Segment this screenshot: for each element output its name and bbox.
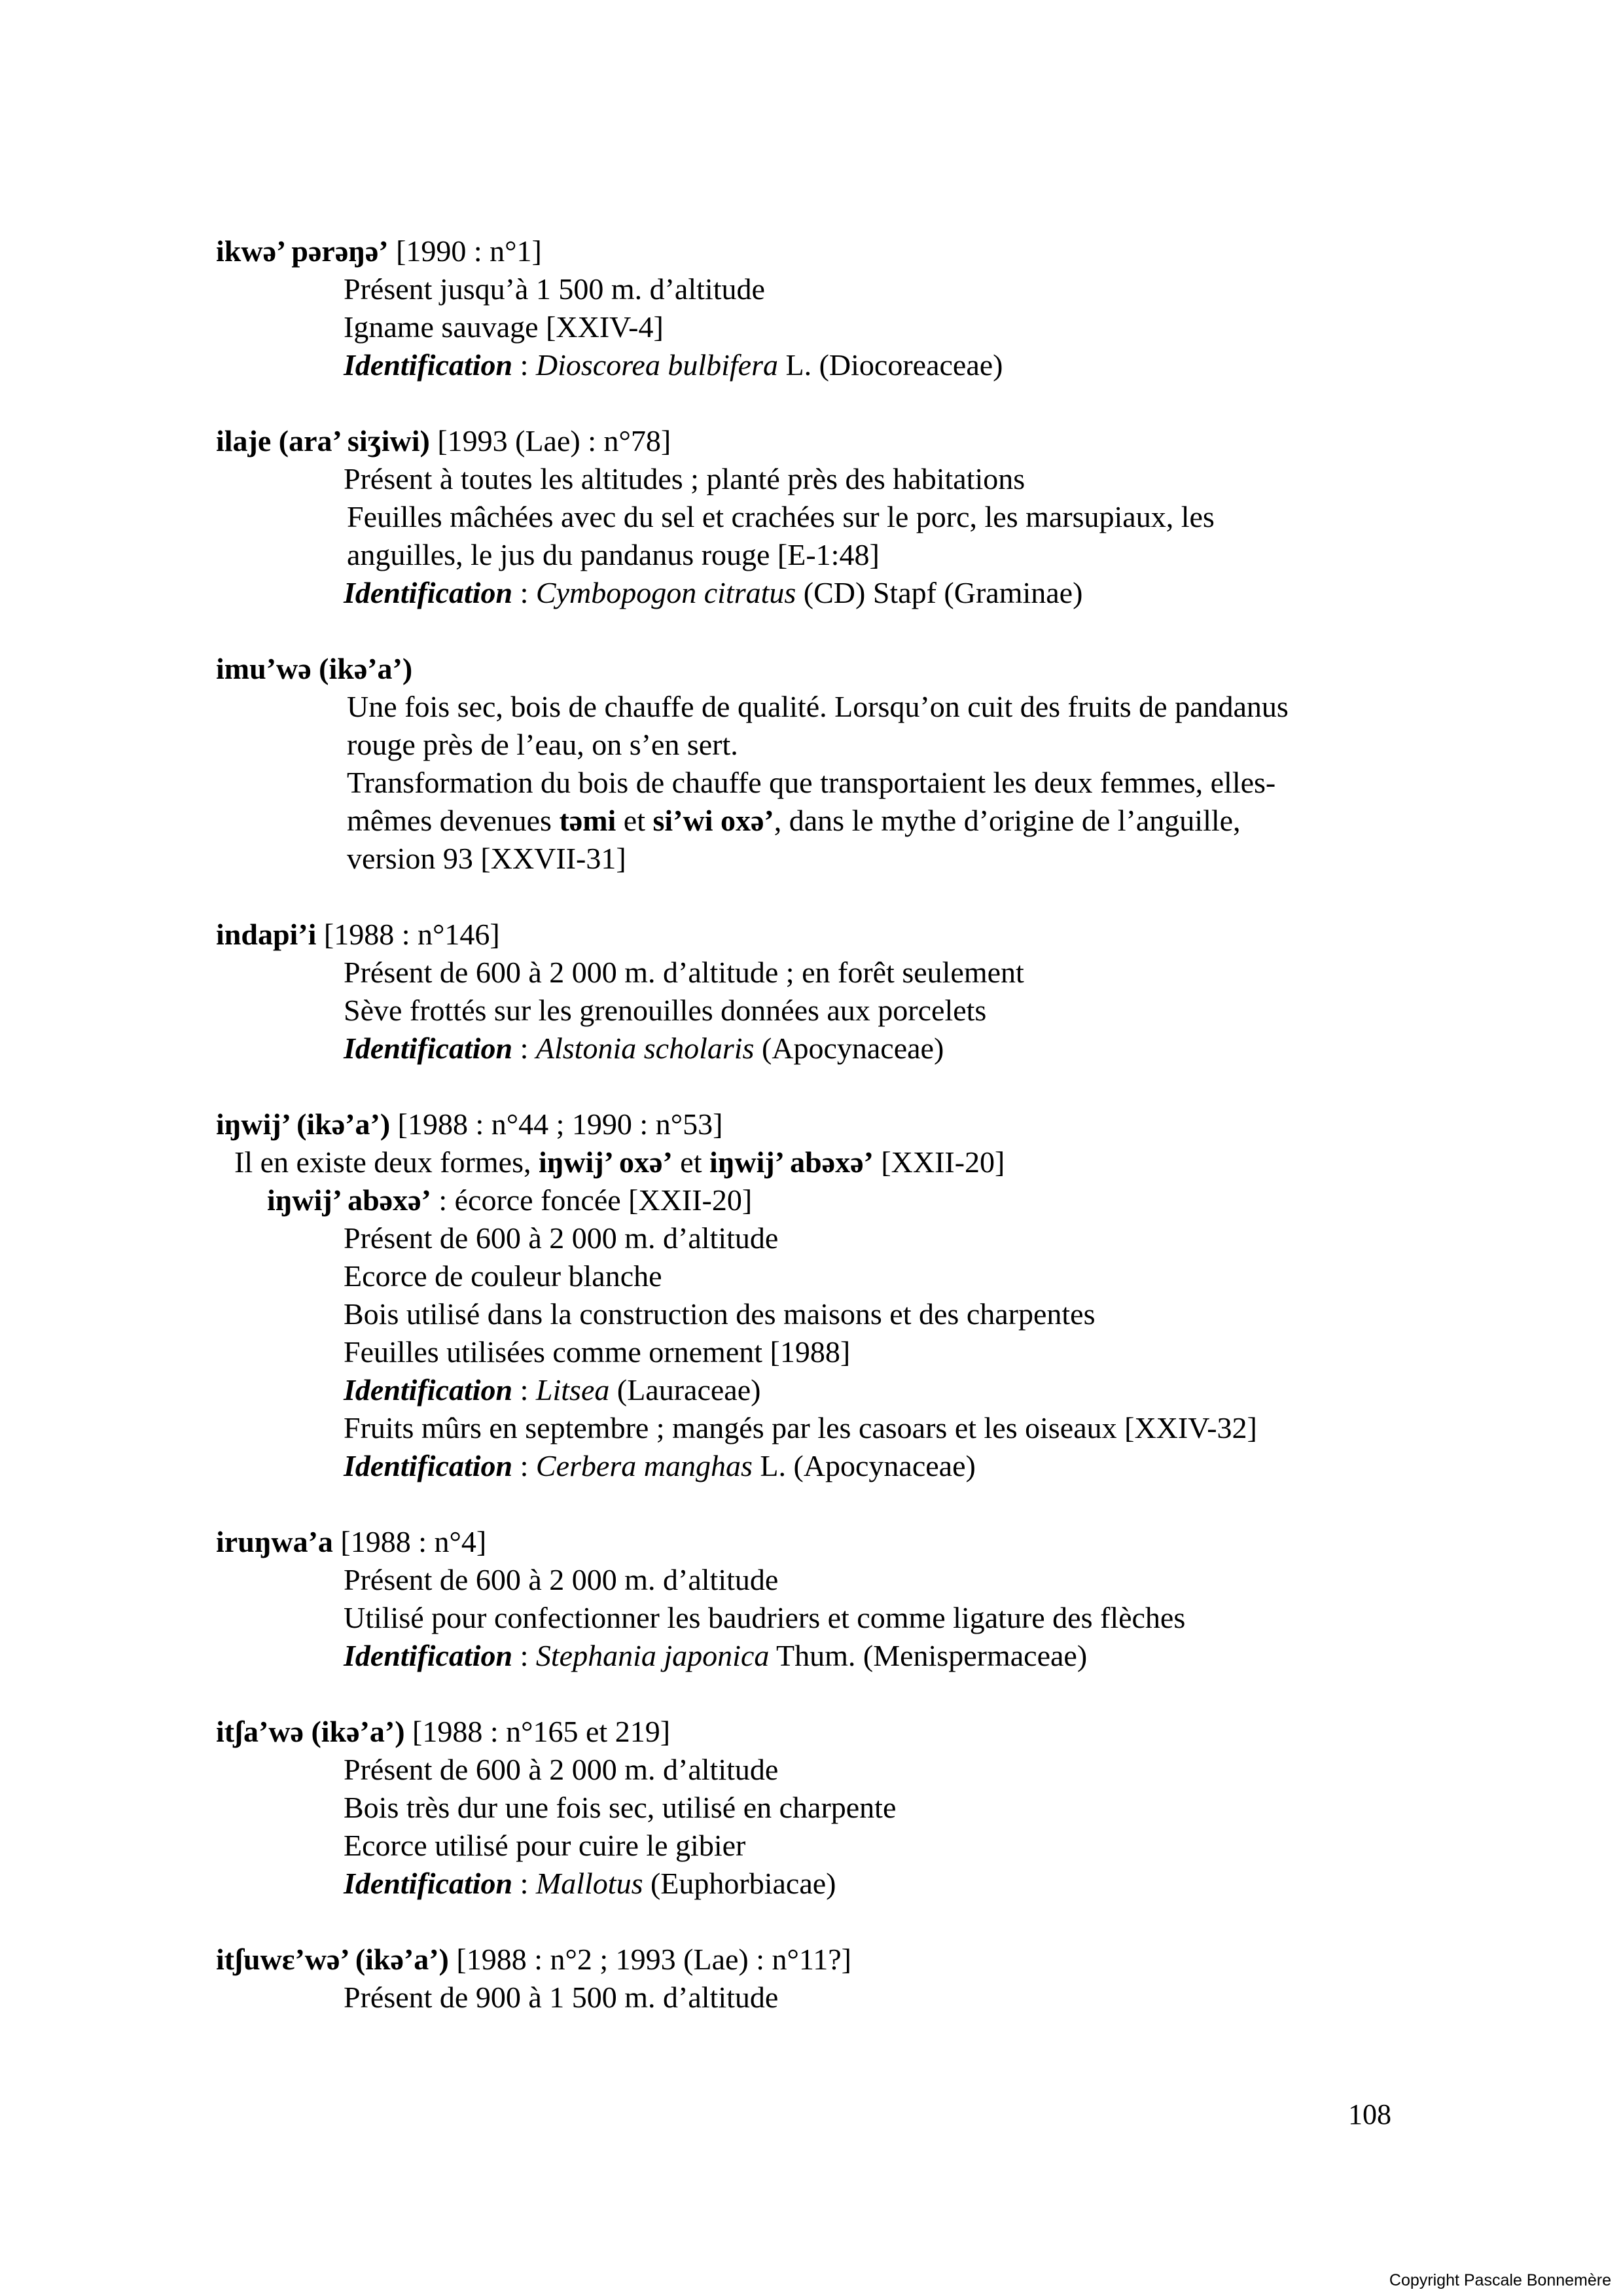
species-name: Stephania japonica	[535, 1639, 770, 1672]
bold-term: təmi	[559, 804, 616, 837]
entry-ref: [1988 : n°146]	[316, 918, 500, 951]
identification-line: Identification : Alstonia scholaris (Apocynaceae)	[344, 1031, 944, 1065]
entry-line: Fruits mûrs en septembre ; mangés par les casoars et les oiseaux [XXIV-32]	[344, 1411, 1257, 1444]
species-name: Dioscorea bulbifera	[535, 348, 778, 382]
entry-heading	[216, 1713, 1459, 1751]
identification-label: Identification	[344, 1373, 513, 1407]
entry-line: mêmes devenues təmi et si’wi oxə’, dans le mythe d’origine de l’anguille,	[347, 804, 1241, 837]
entry-line: Présent de 600 à 2 000 m. d’altitude	[344, 1221, 779, 1255]
entry-term: indapi’i	[216, 918, 317, 951]
entry	[216, 422, 1459, 612]
entry-ref: [1988 : n°165 et 219]	[404, 1715, 671, 1748]
entry	[216, 1941, 1459, 2017]
entry-line: version 93 [XXVII-31]	[347, 842, 626, 875]
entry-term: ikwə’ pərəŋə’	[216, 234, 389, 268]
forms-line: Il en existe deux formes, iŋwij’ oxə’ et iŋwij’ abəxə’ [XXII-20]	[234, 1145, 1005, 1179]
bold-term: iŋwij’ abəxə’	[709, 1145, 874, 1179]
subform-line: iŋwij’ abəxə’ : écorce foncée [XXII-20]	[267, 1183, 753, 1217]
entry-heading	[216, 650, 1459, 688]
identification-label: Identification	[344, 1031, 513, 1065]
entry	[216, 232, 1459, 384]
entry	[216, 1105, 1459, 1485]
entry-line: Une fois sec, bois de chauffe de qualité. Lorsqu’on cuit des fruits de pandanus	[347, 690, 1289, 723]
page-number: 108	[1348, 2098, 1391, 2130]
entry-line: Feuilles mâchées avec du sel et crachées sur le porc, les marsupiaux, les	[347, 500, 1215, 533]
entry-term: imu’wə (ikə’a’)	[216, 652, 413, 685]
entry-line: Présent de 600 à 2 000 m. d’altitude ; en forêt seulement	[344, 956, 1024, 989]
bold-term: si’wi oxə’	[652, 804, 774, 837]
entry-line: Présent de 600 à 2 000 m. d’altitude	[344, 1753, 779, 1786]
entry-heading	[216, 1941, 1459, 1979]
entry-term: ilaje (ara’ siʒiwi)	[216, 424, 430, 457]
bold-term: iŋwij’ oxə’	[538, 1145, 673, 1179]
entry-heading	[216, 1105, 1459, 1143]
entry	[216, 1523, 1459, 1675]
identification-line: Identification : Cerbera manghas L. (Apocynaceae)	[344, 1449, 976, 1482]
entry-ref: [1988 : n°44 ; 1990 : n°53]	[390, 1107, 723, 1141]
entry-line: Igname sauvage [XXIV-4]	[344, 310, 664, 344]
entry-line: Transformation du bois de chauffe que transportaient les deux femmes, elles-	[347, 766, 1276, 799]
entry-line: Bois très dur une fois sec, utilisé en charpente	[344, 1791, 897, 1824]
entry-term: itʃuwɛ’wə’ (ikə’a’)	[216, 1943, 449, 1976]
species-name: Alstonia scholaris	[535, 1031, 755, 1065]
entry-list	[216, 232, 1459, 2054]
entry-line: anguilles, le jus du pandanus rouge [E-1:48]	[347, 538, 880, 571]
entry-line: Présent à toutes les altitudes ; planté près des habitations	[344, 462, 1026, 495]
identification-line: Identification : Stephania japonica Thum. (Menispermaceae)	[344, 1639, 1088, 1672]
entry-ref: [1988 : n°4]	[332, 1525, 487, 1558]
entry-line: Ecorce utilisé pour cuire le gibier	[344, 1829, 746, 1862]
entry-term: iŋwij’ (ikə’a’)	[216, 1107, 391, 1141]
entry-ref: [1990 : n°1]	[388, 234, 542, 268]
entry	[216, 916, 1459, 1067]
entry-line: Sève frottés sur les grenouilles données aux porcelets	[344, 994, 987, 1027]
species-name: Cymbopogon citratus	[535, 576, 796, 609]
identification-line: Identification : Cymbopogon citratus (CD) Stapf (Graminae)	[344, 576, 1083, 609]
entry-heading	[216, 232, 1459, 270]
identification-label: Identification	[344, 348, 513, 382]
entry-line: Utilisé pour confectionner les baudriers et comme ligature des flèches	[344, 1601, 1186, 1634]
entry-line: Présent jusqu’à 1 500 m. d’altitude	[344, 272, 765, 306]
entry	[216, 1713, 1459, 1903]
entry-ref: [1988 : n°2 ; 1993 (Lae) : n°11?]	[448, 1943, 851, 1976]
subform-term: iŋwij’ abəxə’	[267, 1183, 431, 1217]
entry-ref: [1993 (Lae) : n°78]	[429, 424, 671, 457]
entry-term: itʃa’wə (ikə’a’)	[216, 1715, 405, 1748]
species-name: Cerbera manghas	[535, 1449, 753, 1482]
entry-line: Feuilles utilisées comme ornement [1988]	[344, 1335, 851, 1369]
entry-heading	[216, 916, 1459, 954]
entry-line: Présent de 600 à 2 000 m. d’altitude	[344, 1563, 779, 1596]
entry-line: Ecorce de couleur blanche	[344, 1259, 662, 1293]
entry	[216, 650, 1459, 878]
identification-label: Identification	[344, 1449, 513, 1482]
identification-label: Identification	[344, 1867, 513, 1900]
entry-line: rouge près de l’eau, on s’en sert.	[347, 728, 738, 761]
entry-heading	[216, 1523, 1459, 1561]
identification-label: Identification	[344, 1639, 513, 1672]
copyright-notice: Copyright Pascale Bonnemère	[1389, 2271, 1611, 2289]
entry-heading	[216, 422, 1459, 460]
identification-line: Identification : Mallotus (Euphorbiacae)	[344, 1867, 836, 1900]
identification-line: Identification : Dioscorea bulbifera L. (Diocoreaceae)	[344, 348, 1003, 382]
identification-label: Identification	[344, 576, 513, 609]
entry-line: Bois utilisé dans la construction des maisons et des charpentes	[344, 1297, 1096, 1331]
entry-term: iruŋwa’a	[216, 1525, 333, 1558]
species-name: Mallotus	[535, 1867, 643, 1900]
identification-line: Identification : Litsea (Lauraceae)	[344, 1373, 761, 1407]
species-name: Litsea	[535, 1373, 610, 1407]
entry-line: Présent de 900 à 1 500 m. d’altitude	[344, 1981, 779, 2014]
